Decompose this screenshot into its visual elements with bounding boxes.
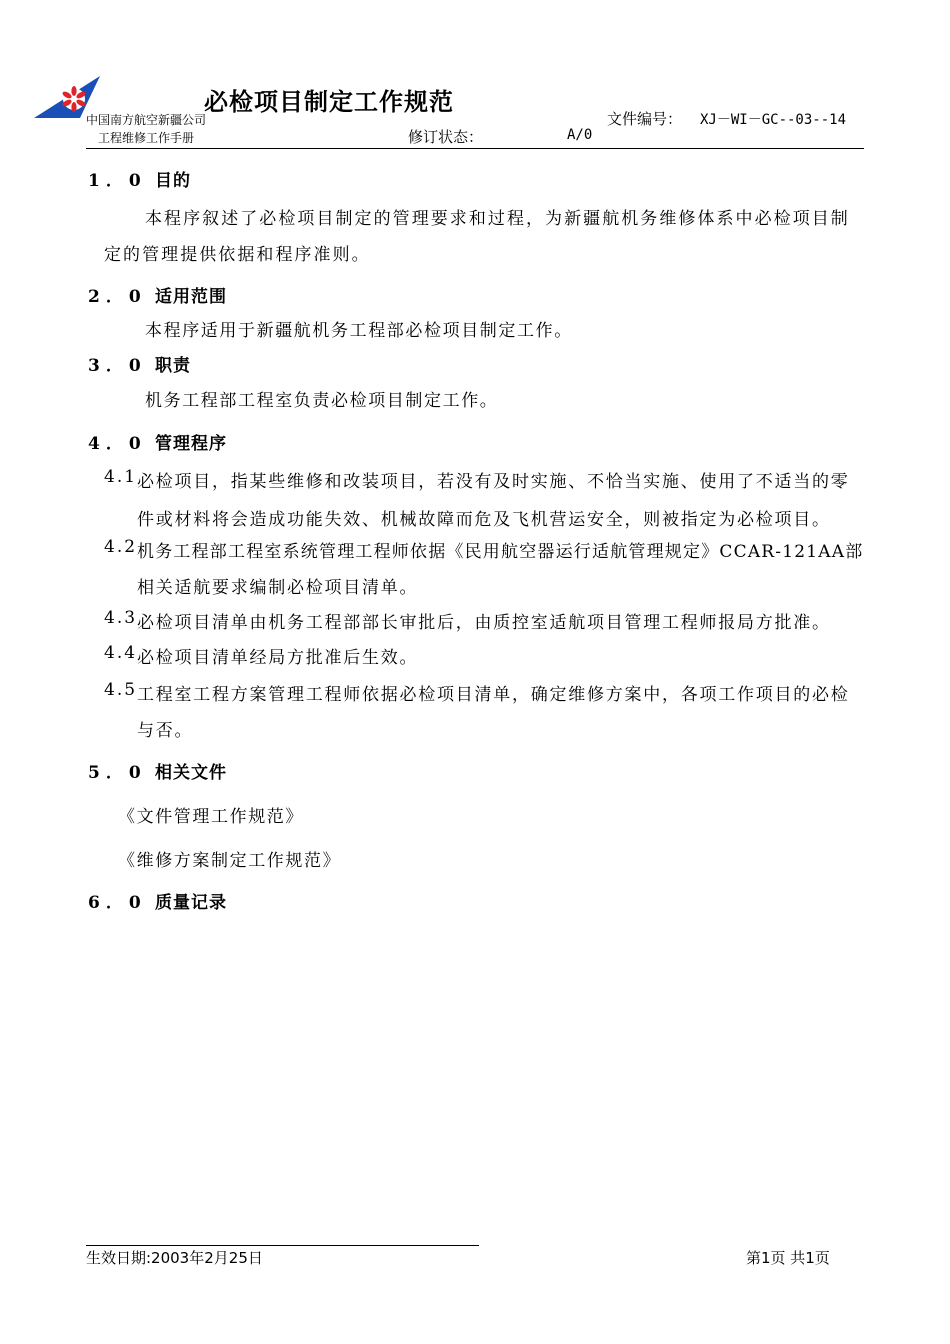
section-title-quality-records: 质量记录 bbox=[155, 893, 227, 913]
page-info: 第1页 共1页 bbox=[746, 1249, 830, 1267]
manual-name: 工程维修工作手册 bbox=[98, 131, 195, 145]
section-number: 1．0 bbox=[88, 171, 147, 191]
procedure-item-line1: 工程室工程方案管理工程师依据必检项目清单，确定维修方案中，各项工作项目的必检 bbox=[137, 685, 850, 705]
section-title-procedure: 管理程序 bbox=[155, 434, 227, 454]
related-doc-item: 《文件管理工作规范》 bbox=[118, 807, 304, 827]
procedure-item-line1: 机务工程部工程室系统管理工程师依据《民用航空器运行适航管理规定》CCAR-121AA部 bbox=[137, 542, 864, 562]
doc-number-label: 文件编号： bbox=[607, 110, 683, 128]
section-title-duty: 职责 bbox=[155, 356, 191, 376]
revision-label: 修订状态： bbox=[408, 128, 484, 146]
section-number: 3．0 bbox=[88, 356, 147, 376]
procedure-item-number: 4.1 bbox=[104, 467, 138, 487]
related-doc-item: 《维修方案制定工作规范》 bbox=[118, 851, 342, 871]
section-number: 5．0 bbox=[88, 763, 147, 783]
document-title: 必检项目制定工作规范 bbox=[204, 88, 454, 116]
procedure-item-number: 4.4 bbox=[104, 643, 138, 663]
procedure-item-line1: 必检项目清单由机务工程部部长审批后，由质控室适航项目管理工程师报局方批准。 bbox=[137, 613, 831, 633]
section-number: 2．0 bbox=[88, 287, 147, 307]
footer-divider bbox=[86, 1245, 479, 1246]
duty-text: 机务工程部工程室负责必检项目制定工作。 bbox=[145, 391, 499, 411]
procedure-item-line2: 相关适航要求编制必检项目清单。 bbox=[137, 578, 419, 598]
section-number: 4．0 bbox=[88, 434, 147, 454]
procedure-item-line2: 与否。 bbox=[137, 721, 194, 741]
procedure-item-line2: 件或材料将会造成功能失效、机械故障而危及飞机营运安全，则被指定为必检项目。 bbox=[137, 510, 831, 530]
revision-value: A/0 bbox=[567, 127, 593, 143]
purpose-text-line2: 定的管理提供依据和程序准则。 bbox=[104, 245, 371, 265]
section-title-scope: 适用范围 bbox=[155, 287, 227, 307]
scope-text: 本程序适用于新疆航机务工程部必检项目制定工作。 bbox=[145, 321, 573, 341]
procedure-item-line1: 必检项目，指某些维修和改装项目，若没有及时实施、不恰当实施、使用了不适当的零 bbox=[137, 472, 850, 492]
company-name: 中国南方航空新疆公司 bbox=[86, 113, 207, 127]
procedure-item-line1: 必检项目清单经局方批准后生效。 bbox=[137, 648, 419, 668]
effective-date: 生效日期:2003年2月25日 bbox=[86, 1249, 263, 1267]
procedure-item-number: 4.2 bbox=[104, 537, 138, 557]
header-divider bbox=[86, 148, 864, 149]
section-title-purpose: 目的 bbox=[155, 171, 191, 191]
doc-number-value: XJ－WI－GC--03--14 bbox=[700, 112, 847, 128]
purpose-text-line1: 本程序叙述了必检项目制定的管理要求和过程，为新疆航机务维修体系中必检项目制 bbox=[145, 209, 850, 229]
procedure-item-number: 4.5 bbox=[104, 680, 138, 700]
section-title-related-docs: 相关文件 bbox=[155, 763, 227, 783]
procedure-item-number: 4.3 bbox=[104, 608, 138, 628]
section-number: 6．0 bbox=[88, 893, 147, 913]
